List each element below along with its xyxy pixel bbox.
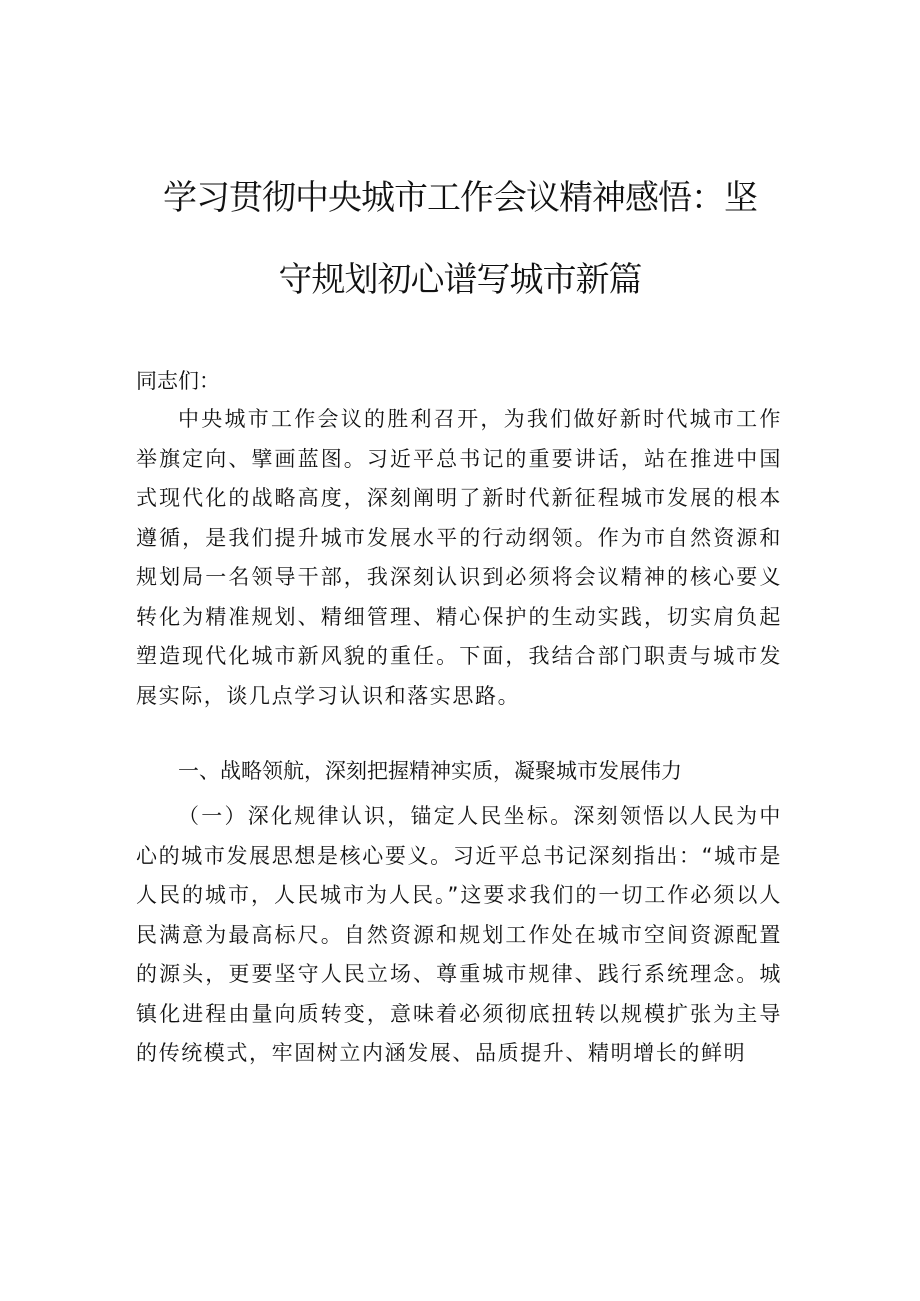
section-heading-1: 一、战略领航，深刻把握精神实质，凝聚城市发展伟力: [178, 759, 682, 783]
salutation: 同志们：: [136, 369, 220, 393]
document-title-line-2: 守规划初心谱写城市新篇: [278, 260, 642, 300]
body-paragraph-2: （一）深化规律认识，锚定人民坐标。深刻领悟以人民为中心的城市发展思想是核心要义。习近平总书记深刻指出：“城市是人民的城市，人民城市为人民。”这要求我们的一切工作必须以人民满意为最高标尺。自然资源和规划工作处在城市空间资源配置的源头，更要坚守人民立场、尊重城市规律、践行系统理念。城镇化进程由量向质转变，意味着必须彻底扭转以规模扩张为主导的传统模式，牢固树立内涵发展、品质提升、精明增长的鲜明: [136, 804, 782, 1065]
body-paragraph-1: 中央城市工作会议的胜利召开，为我们做好新时代城市工作举旗定向、擘画蓝图。习近平总书记的重要讲话，站在推进中国式现代化的战略高度，深刻阐明了新时代新征程城市发展的根本遵循，是我们提升城市发展水平的行动纲领。作为市自然资源和规划局一名领导干部，我深刻认识到必须将会议精神的核心要义转化为精准规划、精细管理、精心保护的生动实践，切实肩负起塑造现代化城市新风貌的重任。下面，我结合部门职责与城市发展实际，谈几点学习认识和落实思路。: [136, 407, 782, 708]
document-title-line-1: 学习贯彻中央城市工作会议精神感悟：坚: [163, 178, 757, 218]
